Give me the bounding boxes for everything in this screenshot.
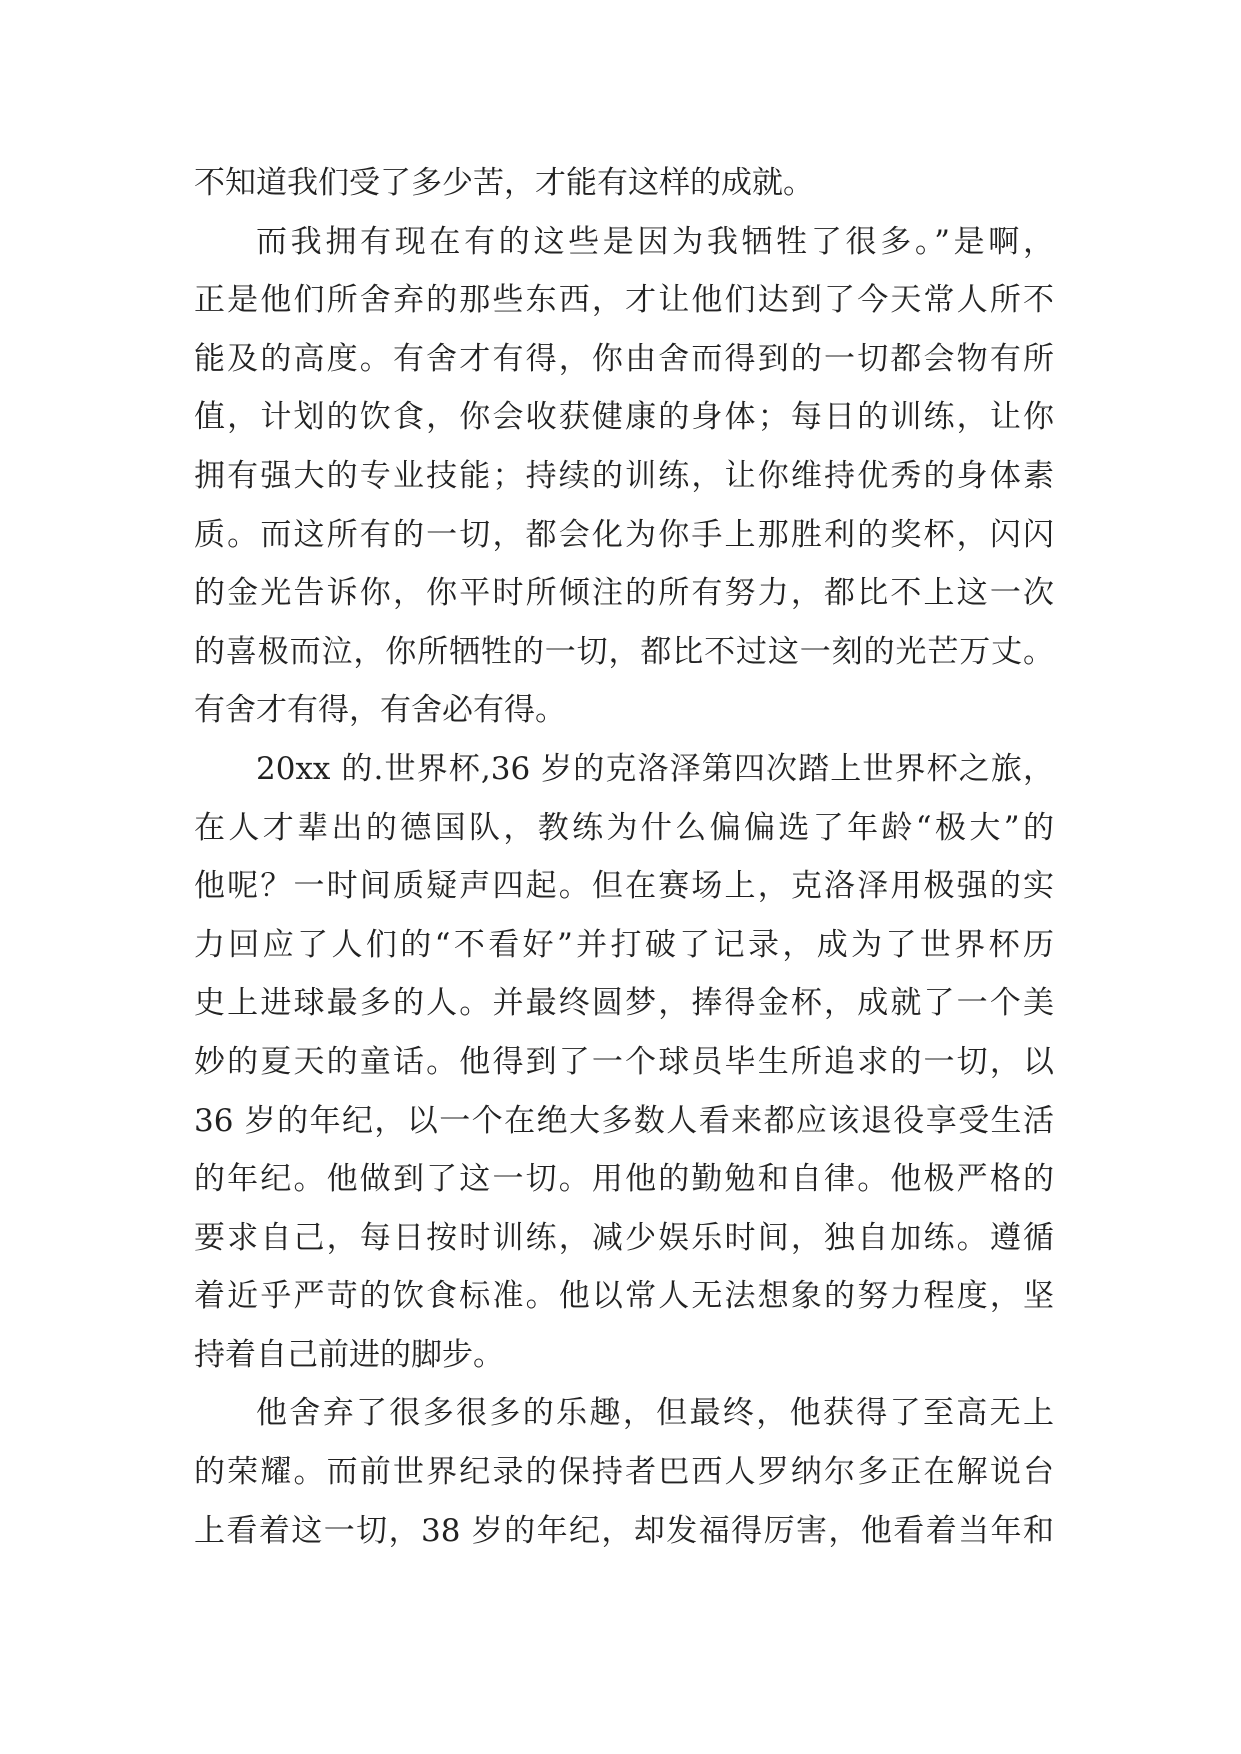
- text-line: 妙的夏天的童话。他得到了一个球员毕生所追求的一切，以: [194, 1043, 1054, 1080]
- paragraph-first-line: 他舍弃了很多很多的乐趣，但最终，他获得了至高无上: [256, 1395, 1054, 1432]
- body-text: [194, 154, 1054, 1560]
- text-line: 上看着这一切，38 岁的年纪，却发福得厉害，他看着当年和: [194, 1512, 1054, 1549]
- paragraph-first-line: 而我拥有现在有的这些是因为我牺牲了很多。”是啊，: [256, 223, 1054, 260]
- paragraph-first-line: 20xx 的.世界杯,36 岁的克洛泽第四次踏上世界杯之旅，: [256, 750, 1054, 787]
- text-line: 的金光告诉你，你平时所倾注的所有努力，都比不上这一次: [194, 575, 1054, 612]
- text-line: 能及的高度。有舍才有得，你由舍而得到的一切都会物有所: [194, 340, 1054, 377]
- text-line: 值，计划的饮食，你会收获健康的身体；每日的训练，让你: [194, 399, 1054, 436]
- text-line: 有舍才有得，有舍必有得。: [194, 692, 566, 729]
- text-line: 史上进球最多的人。并最终圆梦，捧得金杯，成就了一个美: [194, 985, 1054, 1022]
- text-line: 正是他们所舍弃的那些东西，才让他们达到了今天常人所不: [194, 282, 1054, 319]
- text-line: 36 岁的年纪，以一个在绝大多数人看来都应该退役享受生活: [194, 1102, 1054, 1139]
- text-line: 的喜极而泣，你所牺牲的一切，都比不过这一刻的光芒万丈。: [194, 633, 1054, 670]
- text-line: 在人才辈出的德国队，教练为什么偏偏选了年龄“极大”的: [194, 809, 1054, 846]
- text-line: 持着自己前进的脚步。: [194, 1336, 504, 1373]
- text-line: 他呢？一时间质疑声四起。但在赛场上，克洛泽用极强的实: [194, 868, 1054, 905]
- text-line: 的年纪。他做到了这一切。用他的勤勉和自律。他极严格的: [194, 1161, 1054, 1198]
- text-line: 的荣耀。而前世界纪录的保持者巴西人罗纳尔多正在解说台: [194, 1454, 1054, 1491]
- text-line: 不知道我们受了多少苦，才能有这样的成就。: [194, 165, 814, 201]
- text-line: 质。而这所有的一切，都会化为你手上那胜利的奖杯，闪闪: [194, 516, 1054, 553]
- text-line: 着近乎严苛的饮食标准。他以常人无法想象的努力程度，坚: [194, 1278, 1054, 1315]
- text-line: 要求自己，每日按时训练，减少娱乐时间，独自加练。遵循: [194, 1219, 1054, 1256]
- text-line: 力回应了人们的“不看好”并打破了记录，成为了世界杯历: [194, 926, 1054, 963]
- text-line: 拥有强大的专业技能；持续的训练，让你维持优秀的身体素: [194, 457, 1054, 494]
